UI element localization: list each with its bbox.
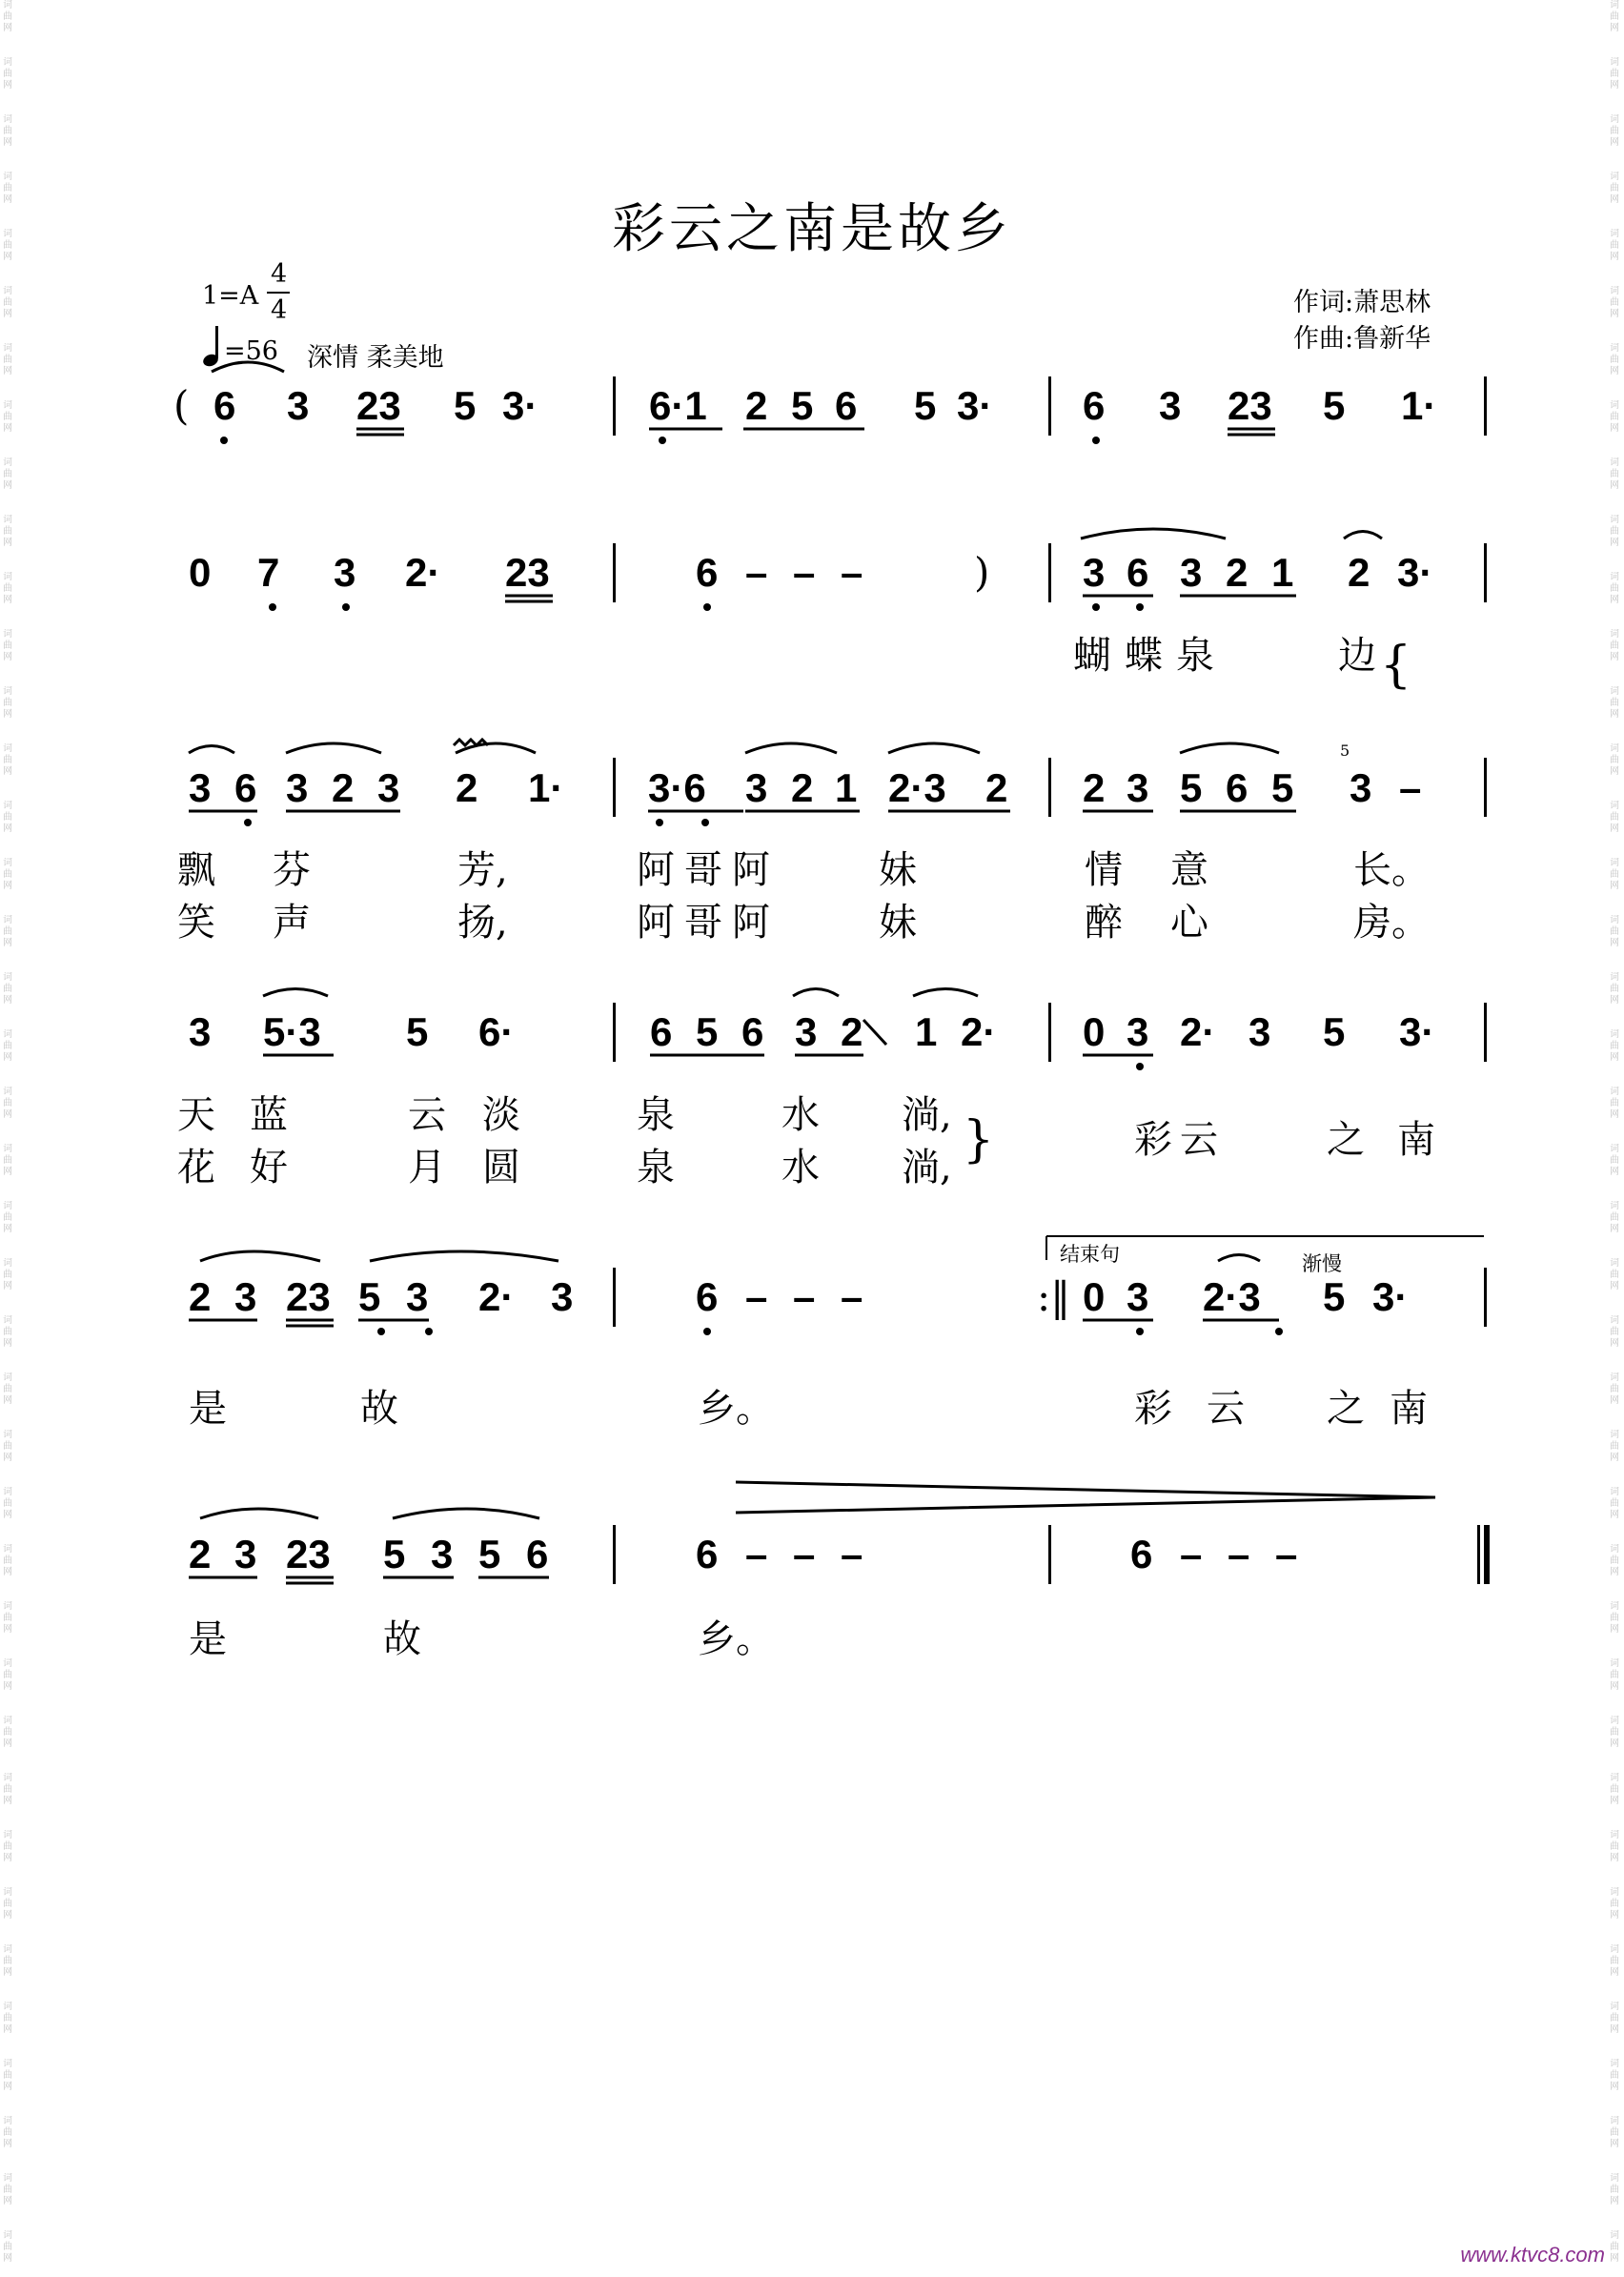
strip-watermark-text: 词曲网	[3, 1830, 12, 1863]
dash: –	[841, 1532, 863, 1576]
note: 1	[835, 765, 858, 810]
strip-watermark-text: 词曲网	[1610, 1830, 1619, 1863]
lyric: 意	[1170, 848, 1208, 892]
lyric: 芬	[273, 848, 311, 892]
strip-watermark-text: 词曲网	[3, 2230, 12, 2264]
note: 3	[1127, 765, 1149, 810]
strip-watermark-text: 词曲网	[1610, 172, 1619, 205]
brace-icon: {	[1380, 637, 1412, 694]
lyric: 泉	[637, 1093, 675, 1137]
lyric: 阿哥阿	[637, 901, 780, 945]
note: 2	[745, 383, 768, 428]
note: 3	[1083, 550, 1106, 595]
dash: –	[841, 1274, 863, 1319]
strip-watermark-text: 词曲网	[3, 686, 12, 720]
note: 23	[286, 1532, 331, 1576]
lyric: 房。	[1353, 901, 1430, 945]
note: 23	[505, 550, 550, 595]
dash: –	[1399, 765, 1422, 810]
note: 6	[1127, 550, 1149, 595]
lyric: 蓝	[250, 1093, 288, 1137]
note: 2	[1083, 765, 1106, 810]
lyric: 声	[273, 901, 311, 945]
dash: –	[1180, 1532, 1203, 1576]
strip-watermark-text: 词曲网	[3, 1944, 12, 1978]
note: 6·1	[649, 383, 707, 428]
note: 6	[741, 1009, 764, 1054]
note: 3	[287, 383, 310, 428]
note: 6·	[478, 1009, 515, 1054]
strip-watermark-text: 词曲网	[1610, 1258, 1619, 1291]
strip-watermark-text: 词曲网	[1610, 400, 1619, 434]
note: 3	[406, 1274, 429, 1319]
site-watermark: www.ktvc8.com	[1460, 2243, 1605, 2267]
lyric: 乡。	[698, 1617, 774, 1661]
strip-watermark-text: 词曲网	[1610, 2059, 1619, 2092]
lyric: 边	[1338, 634, 1376, 678]
strip-watermark-text: 词曲网	[1610, 1087, 1619, 1120]
grace-note: 5	[1340, 742, 1350, 760]
strip-watermark-text: 词曲网	[3, 1658, 12, 1692]
note: 3·6	[648, 765, 706, 810]
note: 3	[286, 765, 309, 810]
note: 3	[1127, 1009, 1149, 1054]
strip-watermark-text: 词曲网	[3, 114, 12, 148]
note: (	[173, 382, 190, 429]
note: 5	[1271, 765, 1294, 810]
lyric: 圆	[482, 1146, 520, 1189]
expression-marking: 深情 柔美地	[307, 343, 444, 373]
tempo-marking: =56	[224, 336, 278, 366]
note: 3·	[1372, 1274, 1409, 1319]
strip-watermark-text: 词曲网	[3, 1315, 12, 1349]
lyric: 水	[782, 1146, 820, 1189]
strip-watermark-text: 词曲网	[3, 1544, 12, 1577]
strip-watermark-text: 词曲网	[1610, 858, 1619, 891]
lyric: 是	[189, 1617, 227, 1661]
note: 2·3	[1203, 1274, 1261, 1319]
lyric: 南	[1390, 1387, 1428, 1431]
note: 2	[1226, 550, 1248, 595]
note: 2	[189, 1532, 212, 1576]
ending-label: 结束句	[1060, 1243, 1120, 1266]
note: 2·	[1180, 1009, 1216, 1054]
strip-watermark-text: 词曲网	[3, 743, 12, 777]
key-signature: 1=A	[202, 281, 259, 311]
note: 6	[213, 383, 236, 428]
note: 5	[406, 1009, 429, 1054]
strip-watermark-text: 词曲网	[1610, 1315, 1619, 1349]
tempo-change: 渐慢	[1302, 1252, 1342, 1275]
strip-watermark-text: 词曲网	[3, 1601, 12, 1635]
lyric: 笑	[177, 901, 215, 945]
strip-watermark-text: 词曲网	[3, 915, 12, 948]
lyric: 南	[1397, 1118, 1435, 1162]
note: 3	[551, 1274, 574, 1319]
dash: –	[841, 550, 863, 595]
strip-watermark-text: 词曲网	[1610, 1944, 1619, 1978]
note: 6	[696, 1532, 719, 1576]
note: 2	[332, 765, 355, 810]
note: 2	[985, 765, 1008, 810]
strip-watermark-text: 词曲网	[3, 2059, 12, 2092]
note: 1·	[528, 765, 564, 810]
note: 1·	[1401, 383, 1437, 428]
strip-watermark-text: 词曲网	[3, 629, 12, 662]
lyric: 阿哥阿	[637, 848, 780, 892]
strip-watermark-text: 词曲网	[1610, 229, 1619, 262]
lyric: 之	[1327, 1387, 1365, 1431]
note: 3	[1127, 1274, 1149, 1319]
strip-watermark-text: 词曲网	[1610, 2230, 1619, 2264]
strip-watermark-text: 词曲网	[3, 172, 12, 205]
dash: –	[793, 1274, 816, 1319]
note: 5	[1180, 765, 1203, 810]
dash: –	[1275, 1532, 1298, 1576]
note: 3	[431, 1532, 454, 1576]
strip-watermark-text: 词曲网	[1610, 1029, 1619, 1063]
strip-watermark-text: 词曲网	[3, 286, 12, 319]
strip-watermark-text: 词曲网	[1610, 57, 1619, 91]
lyric: 水	[782, 1093, 820, 1137]
lyric: 情	[1085, 848, 1123, 892]
dash: –	[1228, 1532, 1250, 1576]
strip-watermark-text: 词曲网	[1610, 743, 1619, 777]
lyric: 云	[408, 1093, 446, 1137]
note: 5	[478, 1532, 501, 1576]
strip-watermark-text: 词曲网	[1610, 1372, 1619, 1406]
lyric: 故	[383, 1617, 421, 1661]
note: 0	[189, 550, 212, 595]
lyric: 故	[360, 1387, 398, 1431]
dash: –	[745, 550, 768, 595]
note: 3	[189, 1009, 212, 1054]
lyric: 扬,	[457, 901, 508, 945]
strip-watermark-text: 词曲网	[3, 1487, 12, 1520]
note: 5	[383, 1532, 406, 1576]
note: 5	[914, 383, 937, 428]
note: 3·	[1399, 1009, 1435, 1054]
strip-watermark-text: 词曲网	[3, 972, 12, 1006]
strip-watermark-text: 词曲网	[1610, 2002, 1619, 2035]
strip-watermark-text: 词曲网	[1610, 1201, 1619, 1234]
strip-watermark-text: 词曲网	[3, 2173, 12, 2206]
note: 23	[286, 1274, 331, 1319]
lyric: 是	[189, 1387, 227, 1431]
note: 3·	[957, 383, 993, 428]
note: 6	[650, 1009, 673, 1054]
strip-watermark-text: 词曲网	[3, 1716, 12, 1749]
note: 1	[915, 1009, 938, 1054]
strip-watermark-text: 词曲网	[3, 1201, 12, 1234]
strip-watermark-text: 词曲网	[3, 858, 12, 891]
dash: –	[745, 1532, 768, 1576]
note: 5	[1323, 383, 1346, 428]
strip-watermark-text: 词曲网	[1610, 972, 1619, 1006]
note: 3	[1350, 765, 1372, 810]
strip-watermark-text: 词曲网	[1610, 1773, 1619, 1806]
note: 3	[745, 765, 768, 810]
strip-watermark-text: 词曲网	[1610, 801, 1619, 834]
note: 6	[234, 765, 257, 810]
note: 2·3	[888, 765, 946, 810]
dash: –	[745, 1274, 768, 1319]
note: 5	[358, 1274, 381, 1319]
note: 3	[234, 1274, 257, 1319]
brace-icon: }	[963, 1111, 995, 1169]
note: 2	[791, 765, 814, 810]
note: 23	[1228, 383, 1272, 428]
note: 2·	[961, 1009, 997, 1054]
note: 2	[841, 1009, 863, 1054]
lyricist-credit: 作词:萧思林	[1293, 288, 1431, 317]
note: 5	[454, 383, 477, 428]
lyric: 天	[177, 1093, 215, 1137]
lyric: 月	[408, 1146, 446, 1189]
strip-watermark-text: 词曲网	[3, 572, 12, 605]
strip-watermark-text: 词曲网	[3, 515, 12, 548]
song-title: 彩云之南是故乡	[612, 198, 1012, 260]
strip-watermark-text: 词曲网	[3, 1430, 12, 1463]
note: 23	[356, 383, 401, 428]
lyric: 芳,	[457, 848, 508, 892]
note: 2	[189, 1274, 212, 1319]
note: 3	[234, 1532, 257, 1576]
note: 2·	[478, 1274, 515, 1319]
note: 0	[1083, 1009, 1106, 1054]
strip-watermark-text: 词曲网	[3, 1773, 12, 1806]
strip-watermark-text: 词曲网	[1610, 2116, 1619, 2149]
strip-watermark-text: 词曲网	[3, 57, 12, 91]
note: 5	[791, 383, 814, 428]
strip-watermark-text: 词曲网	[1610, 1430, 1619, 1463]
strip-watermark-text: 词曲网	[1610, 572, 1619, 605]
strip-watermark-text: 词曲网	[3, 2116, 12, 2149]
strip-watermark-text: 词曲网	[1610, 457, 1619, 491]
strip-watermark-text: 词曲网	[3, 1258, 12, 1291]
note: 6	[1130, 1532, 1153, 1576]
lyric: 泉	[637, 1146, 675, 1189]
strip-watermark-text: 词曲网	[1610, 2173, 1619, 2206]
note: 2	[456, 765, 478, 810]
note: 5·3	[263, 1009, 321, 1054]
strip-watermark-text: 词曲网	[1610, 343, 1619, 376]
lyric: 妹	[879, 901, 917, 945]
lyric: 淡	[482, 1093, 520, 1137]
lyric: 长。	[1353, 848, 1430, 892]
strip-watermark-text: 词曲网	[3, 1372, 12, 1406]
note: 5	[1323, 1009, 1346, 1054]
note: 0	[1083, 1274, 1106, 1319]
lyric: 飘	[177, 848, 215, 892]
note: 3	[377, 765, 400, 810]
strip-watermark-text: 词曲网	[3, 0, 12, 33]
lyric: 之	[1327, 1118, 1365, 1162]
note: 2	[1348, 550, 1370, 595]
lyric: 淌,	[902, 1093, 952, 1137]
lyric: 云	[1207, 1387, 1245, 1431]
strip-watermark-text: 词曲网	[1610, 1716, 1619, 1749]
strip-watermark-text: 词曲网	[1610, 1487, 1619, 1520]
note: 6	[696, 550, 719, 595]
lyric: 好	[250, 1146, 288, 1189]
note: 6	[526, 1532, 549, 1576]
lyric: 彩	[1134, 1387, 1172, 1431]
strip-watermark-text: 词曲网	[3, 1144, 12, 1177]
dash: –	[793, 1532, 816, 1576]
lyric: 花	[177, 1146, 215, 1189]
note: 7	[257, 550, 280, 595]
strip-watermark-text: 词曲网	[3, 457, 12, 491]
strip-watermark-text: 词曲网	[1610, 915, 1619, 948]
note: 6	[1226, 765, 1248, 810]
strip-watermark-text: 词曲网	[3, 1087, 12, 1120]
note: 3	[1159, 383, 1182, 428]
strip-watermark-text: 词曲网	[1610, 686, 1619, 720]
strip-watermark-text: 词曲网	[3, 1887, 12, 1921]
note: 3	[189, 765, 212, 810]
strip-watermark-text: 词曲网	[1610, 1144, 1619, 1177]
strip-watermark-text: 词曲网	[1610, 1601, 1619, 1635]
note: 2·	[405, 550, 441, 595]
dash: –	[793, 550, 816, 595]
lyric: 乡。	[698, 1387, 774, 1431]
composer-credit: 作曲:鲁新华	[1293, 324, 1431, 354]
strip-watermark-text: 词曲网	[1610, 1887, 1619, 1921]
note: 3	[795, 1009, 818, 1054]
note: 6	[1083, 383, 1106, 428]
strip-watermark-text: 词曲网	[3, 343, 12, 376]
note: 3·	[502, 383, 538, 428]
strip-watermark-text: 词曲网	[1610, 114, 1619, 148]
strip-watermark-text: 词曲网	[3, 801, 12, 834]
note: 3	[334, 550, 356, 595]
note: 6	[696, 1274, 719, 1319]
lyric: 妹	[879, 848, 917, 892]
lyric: 蝴蝶泉	[1073, 634, 1228, 678]
lyric: 心	[1170, 901, 1208, 945]
strip-watermark-text: 词曲网	[3, 2002, 12, 2035]
strip-watermark-text: 词曲网	[3, 400, 12, 434]
note: 5	[1323, 1274, 1346, 1319]
note: 3	[1248, 1009, 1271, 1054]
note: 3	[1180, 550, 1203, 595]
strip-watermark-text: 词曲网	[1610, 1544, 1619, 1577]
strip-watermark-text: 词曲网	[1610, 1658, 1619, 1692]
note: 1	[1271, 550, 1294, 595]
strip-watermark-text: 词曲网	[3, 229, 12, 262]
strip-watermark-text: 词曲网	[1610, 0, 1619, 33]
time-signature-bottom: 4	[271, 295, 288, 325]
lyric: 淌,	[902, 1146, 952, 1189]
note: )	[974, 549, 990, 596]
note: 6	[835, 383, 858, 428]
time-signature-top: 4	[271, 259, 288, 289]
lyric: 醉	[1085, 901, 1123, 945]
strip-watermark-text: 词曲网	[1610, 286, 1619, 319]
strip-watermark-text: 词曲网	[3, 1029, 12, 1063]
lyric: 彩云	[1134, 1118, 1226, 1162]
strip-watermark-text: 词曲网	[1610, 629, 1619, 662]
strip-watermark-text: 词曲网	[1610, 515, 1619, 548]
note: 3·	[1397, 550, 1433, 595]
repeat-sign: :‖	[1037, 1273, 1071, 1320]
note: 5	[696, 1009, 719, 1054]
